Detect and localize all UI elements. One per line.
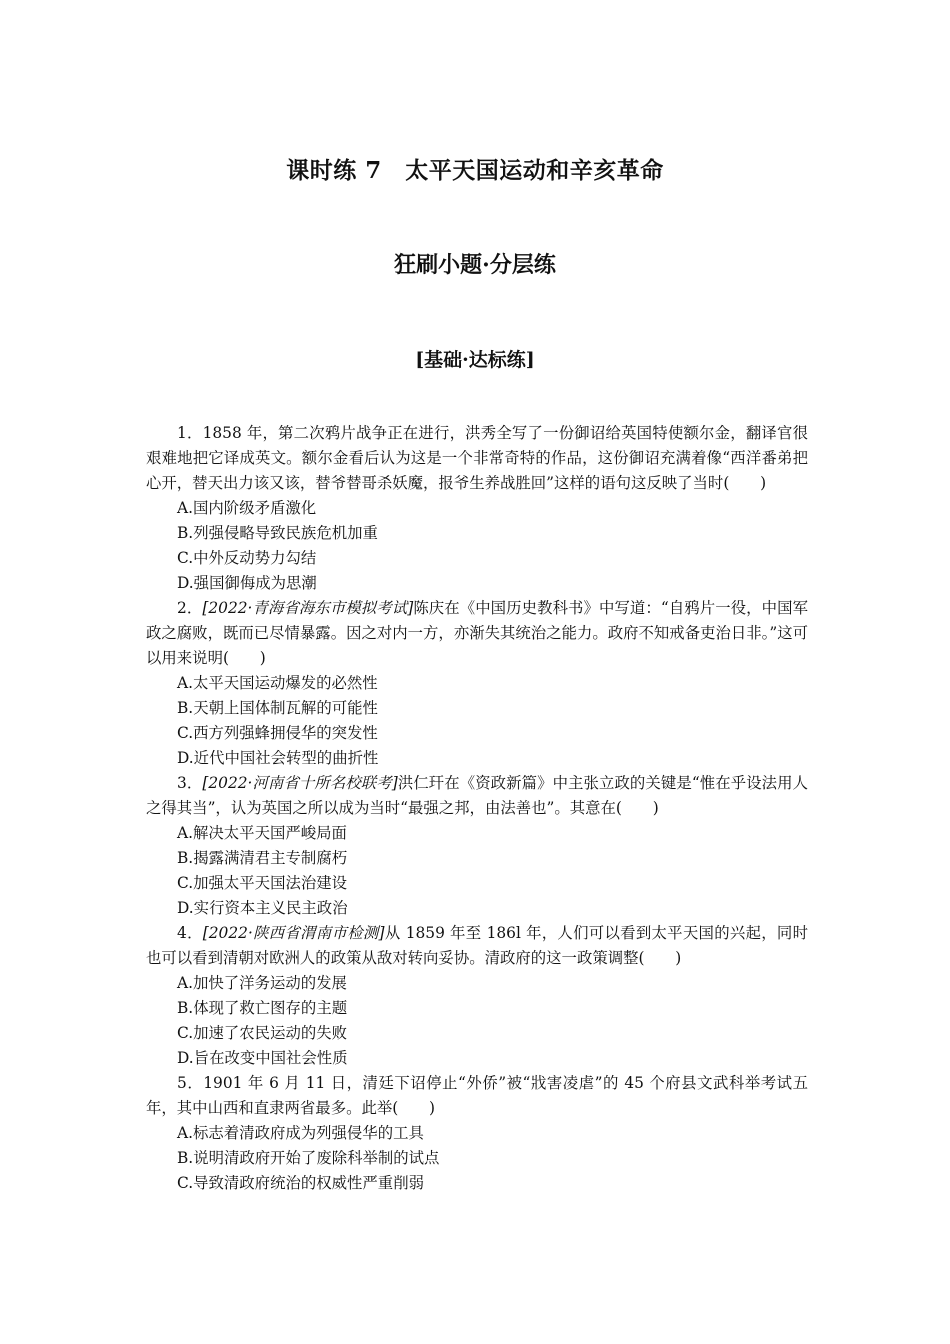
question-text: 洪仁玕在《资政新篇》中主张立政的关键是“惟在乎设法用人之得其当”，认为英国之所以成为当时“最强之邦，由法善也”。其意在( ) [146,774,808,817]
option-c: C.加速了农民运动的失败 [177,1024,348,1042]
option-d: D.强国御侮成为思潮 [177,574,317,592]
page-subtitle: 狂刷小题·分层练 [394,252,556,278]
question-source: [2022·河南省十所名校联考] [202,774,398,792]
question-2 [146,596,808,771]
option-c: C.加强太平天国法治建设 [177,874,348,892]
question-4 [146,921,808,1071]
option-a: A.解决太平天国严峻局面 [177,824,347,842]
question-text: 1901 年 6 月 11 日，清廷下诏停止“外侨”被“戕害凌虐”的 45 个府县文武科举考试五年，其中山西和直隶两省最多。此举( ) [146,1074,808,1117]
question-source: [2022·陕西省渭南市检测] [202,924,385,942]
question-number: 4． [177,924,203,942]
question-number: 5． [177,1074,204,1092]
option-c: C.西方列强蜂拥侵华的突发性 [177,724,378,742]
question-text: 陈庆在《中国历史教科书》中写道：“自鸦片一役，中国军政之腐败，既而已尽情暴露。因之对内一方，亦渐失其统治之能力。政府不知戒备吏治日非。”这可以用来说明( ) [146,599,808,667]
question-text: 从 1859 年至 186l 年，人们可以看到太平天国的兴起，同时也可以看到清朝对欧洲人的政策从敌对转向妥协。清政府的这一政策调整( ) [146,924,808,967]
option-d: D.近代中国社会转型的曲折性 [177,749,379,767]
question-5 [146,1071,808,1196]
option-d: D.旨在改变中国社会性质 [177,1049,348,1067]
option-b: B.列强侵略导致民族危机加重 [177,524,378,542]
option-b: B.说明清政府开始了废除科举制的试点 [177,1149,440,1167]
option-a: A.国内阶级矛盾激化 [177,499,317,517]
question-stem [146,921,808,971]
question-3 [146,771,808,921]
question-source: [2022·青海省海东市模拟考试] [202,599,414,617]
question-stem [146,421,808,496]
question-text: 1858 年，第二次鸦片战争正在进行，洪秀全写了一份御诏给英国特使额尔金，翻译官很艰难地把它译成英文。额尔金看后认为这是一个非常奇特的作品，这份御诏充满着像“西洋番弟把心开，替天出力该又该，替爷替哥杀妖魔，报爷生养战胜回”这样的语句这反映了当时( ) [146,424,808,492]
option-a: A.加快了洋务运动的发展 [177,974,347,992]
option-a: A.标志着清政府成为列强侵华的工具 [177,1124,424,1142]
question-1 [146,421,808,596]
question-number: 1． [177,424,203,442]
question-list [146,421,808,1196]
page-title: 课时练 7 太平天国运动和辛亥革命 [286,157,664,184]
option-c: C.中外反动势力勾结 [177,549,317,567]
question-stem [146,771,808,821]
question-number: 3． [177,774,203,792]
question-stem [146,1071,808,1121]
option-d: D.实行资本主义民主政治 [177,899,348,917]
option-b: B.天朝上国体制瓦解的可能性 [177,699,378,717]
section-heading: [基础·达标练] [415,349,535,371]
option-b: B.体现了救亡图存的主题 [177,999,348,1017]
option-b: B.揭露满清君主专制腐朽 [177,849,348,867]
question-stem [146,596,808,671]
option-a: A.太平天国运动爆发的必然性 [177,674,378,692]
question-number: 2． [177,599,203,617]
option-c: C.导致清政府统治的权威性严重削弱 [177,1174,424,1192]
